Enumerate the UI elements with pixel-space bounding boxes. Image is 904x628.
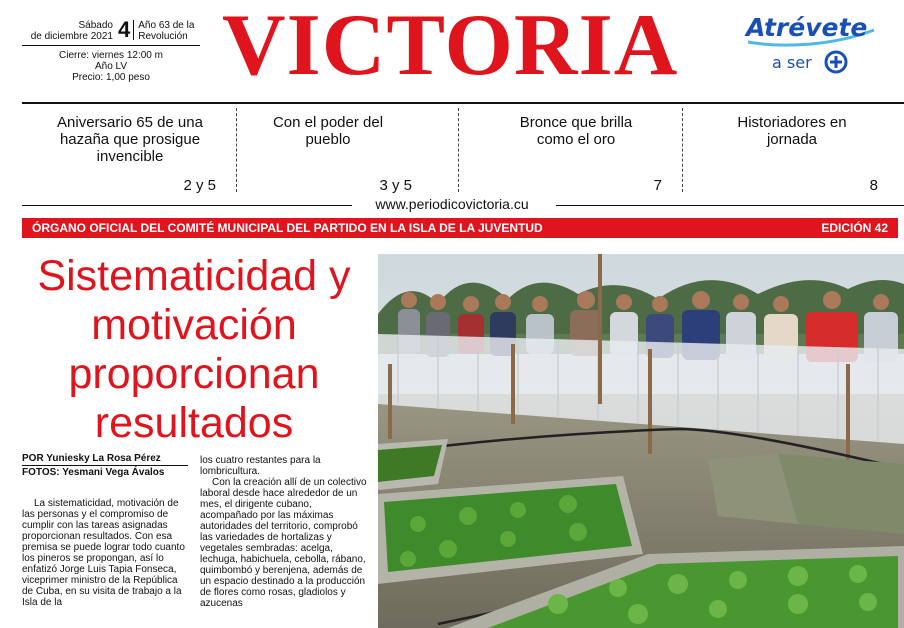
website-url[interactable]: www.periodicovictoria.cu: [371, 196, 532, 212]
teaser-pages: 7: [653, 177, 662, 194]
slogan-top: Atrévete: [746, 13, 868, 42]
teaser-title: Con el poder del pueblo: [272, 114, 384, 148]
teaser-title: Historiadores en jornada: [737, 114, 847, 148]
year-line-2: Revolución: [138, 31, 188, 42]
closing-info: [22, 50, 200, 83]
year-line-1: Año 63 de la: [138, 20, 195, 31]
article-column-1: La sistematicidad, motivación de las personas y el compromiso de cumplir con las tareas asignadas proporcionan resultados. Con esa premisa se puede lograr todo cuanto los pineros se propongan, así lo enfatizó Jorge Luis Tapia Fonseca, viceprimer ministro de la República de Cuba, en su visita de trabajo a la Isla de la: [22, 498, 185, 608]
teaser-divider: [458, 108, 459, 192]
year-lv: Año LV: [94, 61, 128, 72]
article-photo: [378, 254, 904, 628]
month-year: de diciembre 2021: [30, 31, 113, 42]
edition-number: EDICIÓN 42: [821, 221, 888, 235]
teaser-2[interactable]: [262, 114, 412, 194]
author: POR Yuniesky La Rosa Pérez: [22, 452, 188, 466]
date-text: [22, 20, 115, 42]
organ-text: ÓRGANO OFICIAL DEL COMITÉ MUNICIPAL DEL PARTIDO EN LA ISLA DE LA JUVENTUD: [32, 221, 543, 235]
date-block: [22, 17, 200, 46]
revolution-year: [138, 20, 200, 42]
website[interactable]: [0, 196, 904, 212]
teaser-pages: 2 y 5: [183, 177, 216, 194]
byline: [22, 452, 188, 479]
article-paragraph: Con la creación allí de un colectivo laboral desde hace alrededor de un mes, el dirigente cubano, acompañado por las máximas autoridades del territorio, comprobó las variedades de hortalizas y vegetales sembradas: acelga, lechuga, habichuela, cebolla, rábano, quimbombó y berenjena, además de un espacio destinado a la producción de flores como rosas, gladiolos y azucenas: [200, 477, 367, 609]
closing-time: Cierre: viernes 12:00 m: [59, 50, 163, 61]
atrevete-logo: [742, 8, 882, 74]
day-number: 4: [115, 20, 134, 40]
teaser-pages: 3 y 5: [379, 177, 412, 194]
teaser-divider: [682, 108, 683, 192]
day-name: Sábado: [78, 20, 113, 31]
teaser-1[interactable]: [44, 114, 216, 194]
newspaper-title: VICTORIA: [222, 0, 679, 94]
slogan-bottom: a ser: [772, 53, 812, 72]
article-paragraph: los cuatro restantes para la lombricultura.: [200, 455, 321, 477]
teaser-title: Bronce que brilla como el oro: [519, 114, 633, 148]
article-headline: Sistematicidad y motivación proporcionan resultados: [37, 252, 351, 447]
article-column-2: [200, 455, 370, 609]
organ-bar: [22, 218, 898, 238]
teaser-pages: 8: [869, 177, 878, 194]
masthead-rule: [22, 102, 904, 104]
teaser-title: Aniversario 65 de una hazaña que prosigue invencible: [57, 114, 203, 165]
photo-credit: FOTOS: Yesmani Vega Ávalos: [22, 467, 165, 478]
edition-info: [22, 17, 200, 83]
teaser-divider: [236, 108, 237, 192]
teaser-3[interactable]: [490, 114, 662, 194]
price: Precio: 1,00 peso: [72, 72, 150, 83]
teaser-4[interactable]: [706, 114, 878, 194]
